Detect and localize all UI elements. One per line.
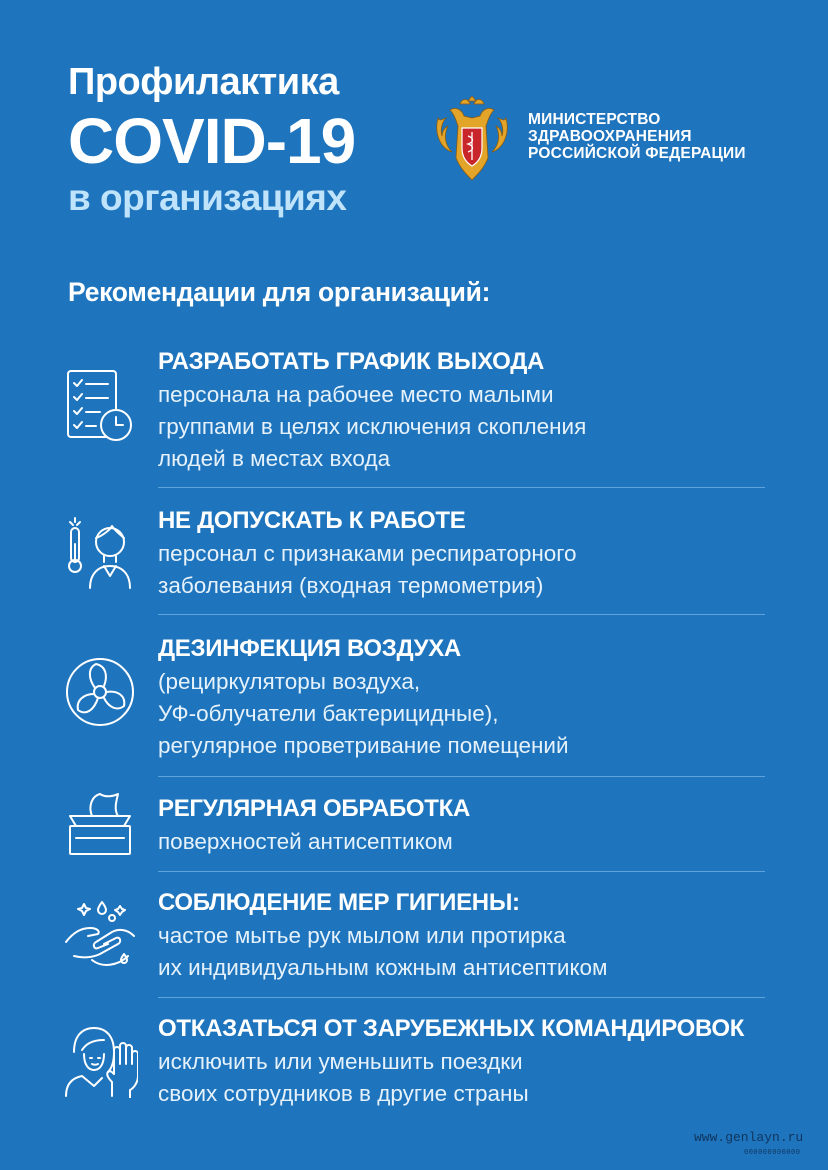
title-line-1: Профилактика <box>68 61 339 103</box>
item-body-line: УФ-облучатели бактерицидные), <box>158 701 499 726</box>
ministry-line-1: МИНИСТЕРСТВО <box>528 111 661 128</box>
divider <box>158 487 765 488</box>
item-body-line: своих сотрудников в другие страны <box>158 1081 529 1106</box>
ministry-line-2: ЗДРАВООХРАНЕНИЯ <box>528 128 692 145</box>
divider <box>158 871 765 872</box>
item-heading: РАЗРАБОТАТЬ ГРАФИК ВЫХОДА <box>158 348 545 375</box>
title-line-3: в организациях <box>68 177 347 218</box>
tissue-box-icon <box>62 788 138 864</box>
double-headed-eagle-emblem-icon <box>430 88 514 184</box>
item-heading: РЕГУЛЯРНАЯ ОБРАБОТКА <box>158 795 471 822</box>
ministry-line-3: РОССИЙСКОЙ ФЕДЕРАЦИИ <box>528 145 746 162</box>
divider <box>158 997 765 998</box>
item-heading: ОТКАЗАТЬСЯ ОТ ЗАРУБЕЖНЫХ КОМАНДИРОВОК <box>158 1015 745 1042</box>
item-body-line: персонала на рабочее место малыми <box>158 382 554 407</box>
ministry-name <box>528 111 746 162</box>
item-body-line: их индивидуальным кожным антисептиком <box>158 955 608 980</box>
item-body-line: людей в местах входа <box>158 446 391 471</box>
divider <box>158 614 765 615</box>
item-heading: СОБЛЮДЕНИЕ МЕР ГИГИЕНЫ: <box>158 889 520 916</box>
recommendations-heading: Рекомендации для организаций: <box>68 277 491 307</box>
schedule-checklist-clock-icon <box>62 367 138 443</box>
fan-icon <box>62 654 138 730</box>
title-line-2: COVID-19 <box>68 105 356 177</box>
item-body-line: группами в целях исключения скопления <box>158 414 587 439</box>
footer-code: 000000000000 <box>744 1149 801 1157</box>
item-body-line: заболевания (входная термометрия) <box>158 573 544 598</box>
item-body-line: (рециркуляторы воздуха, <box>158 669 421 694</box>
footer-site: www.genlayn.ru <box>694 1130 804 1145</box>
item-body-line: частое мытье рук мылом или протирка <box>158 923 566 948</box>
item-heading: НЕ ДОПУСКАТЬ К РАБОТЕ <box>158 507 466 534</box>
item-heading: ДЕЗИНФЕКЦИЯ ВОЗДУХА <box>158 635 461 662</box>
item-body-line: персонал с признаками респираторного <box>158 541 577 566</box>
divider <box>158 776 765 777</box>
hand-washing-icon <box>62 896 138 972</box>
person-thermometer-icon <box>62 514 138 590</box>
item-body-line: регулярное проветривание помещений <box>158 733 569 758</box>
item-body-line: исключить или уменьшить поездки <box>158 1049 523 1074</box>
poster-title <box>68 58 428 220</box>
person-stop-hand-icon <box>62 1022 138 1098</box>
item-body-line: поверхностей антисептиком <box>158 829 453 854</box>
